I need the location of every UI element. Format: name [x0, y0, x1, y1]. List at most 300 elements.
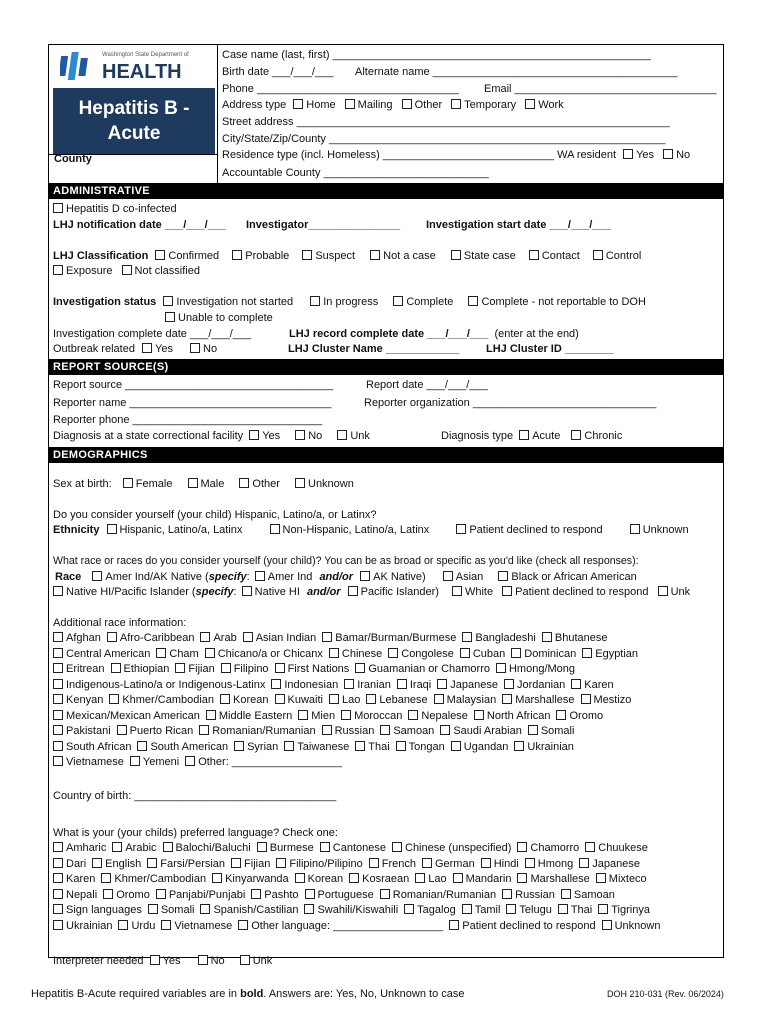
- checkbox[interactable]: [163, 296, 173, 306]
- phone-field[interactable]: Phone _________________________________: [222, 83, 459, 95]
- checkbox[interactable]: [519, 430, 529, 440]
- checkbox[interactable]: [107, 524, 117, 534]
- option-label: Karen: [66, 873, 96, 885]
- option-label: Dominican: [524, 647, 577, 660]
- checkbox[interactable]: [284, 741, 294, 751]
- header-divider: [217, 44, 218, 184]
- option-label: Investigation not started: [176, 296, 294, 308]
- checkbox[interactable]: [460, 648, 470, 658]
- checkbox[interactable]: [571, 430, 581, 440]
- checkbox[interactable]: [53, 889, 63, 899]
- option-label: Male: [200, 478, 225, 490]
- country-of-birth-field[interactable]: Country of birth: _________________________________: [53, 790, 337, 802]
- checkbox[interactable]: [111, 663, 121, 673]
- checkbox[interactable]: [117, 725, 127, 735]
- address-type-row: [222, 99, 564, 112]
- checkbox[interactable]: [53, 694, 63, 704]
- option-label: Unk: [670, 586, 691, 598]
- checkbox[interactable]: [53, 741, 63, 751]
- checkbox[interactable]: [271, 679, 281, 689]
- option-row: [53, 873, 647, 886]
- option-label: Unk: [252, 955, 273, 967]
- checkbox[interactable]: [238, 920, 248, 930]
- checkbox[interactable]: [355, 663, 365, 673]
- checkbox[interactable]: [156, 648, 166, 658]
- checkbox[interactable]: [257, 842, 267, 852]
- checkbox[interactable]: [53, 663, 63, 673]
- checkbox[interactable]: [185, 756, 195, 766]
- checkbox[interactable]: [451, 250, 461, 260]
- title-line-2: Acute: [107, 123, 161, 144]
- checkbox[interactable]: [53, 842, 63, 852]
- checkbox[interactable]: [415, 873, 425, 883]
- lhj-record-field[interactable]: LHJ record complete date ___/___/___: [289, 328, 489, 340]
- checkbox[interactable]: [276, 858, 286, 868]
- classification-label: LHJ Classification: [53, 250, 149, 262]
- option-label: Afro-Caribbean: [119, 632, 195, 644]
- checkbox[interactable]: [221, 663, 231, 673]
- option-label: Patient declined to respond: [462, 919, 596, 932]
- alternate-name-field[interactable]: Alternate name ________________________________________: [355, 66, 678, 78]
- option-label: Hmong/Mong: [508, 663, 576, 675]
- reporter-org-field[interactable]: Reporter organization ______________________________: [364, 397, 657, 409]
- checkbox[interactable]: [462, 632, 472, 642]
- checkbox[interactable]: [53, 756, 63, 766]
- investigation-complete-field[interactable]: Investigation complete date ___/___/___: [53, 328, 252, 340]
- checkbox[interactable]: [593, 250, 603, 260]
- option-label: AK Native): [373, 571, 426, 583]
- checkbox[interactable]: [348, 586, 358, 596]
- checkbox[interactable]: [329, 694, 339, 704]
- investigation-status-row: [53, 296, 646, 309]
- checkbox[interactable]: [53, 679, 63, 689]
- checkbox[interactable]: [255, 571, 265, 581]
- checkbox[interactable]: [585, 842, 595, 852]
- option-label: Khmer/Cambodian: [114, 873, 207, 885]
- checkbox[interactable]: [92, 858, 102, 868]
- footer-text-a: Hepatitis B-Acute required variables are in: [31, 988, 241, 1000]
- checkbox[interactable]: [243, 632, 253, 642]
- cluster-name-field[interactable]: LHJ Cluster Name ____________: [288, 343, 460, 355]
- option-row: [53, 920, 660, 933]
- checkbox[interactable]: [517, 873, 527, 883]
- option-label: No: [308, 430, 323, 442]
- checkbox[interactable]: [396, 741, 406, 751]
- checkbox[interactable]: [502, 889, 512, 899]
- option-label: Romanian/Rumanian: [212, 725, 316, 737]
- option-label: South American: [150, 740, 229, 753]
- option-label: Arabic: [125, 842, 157, 854]
- checkbox[interactable]: [118, 920, 128, 930]
- checkbox[interactable]: [320, 842, 330, 852]
- option-label: Bangladeshi: [475, 632, 536, 644]
- option-label: Marshallese: [530, 873, 590, 885]
- option-row: [53, 725, 574, 738]
- report-source-field[interactable]: Report source __________________________________: [53, 379, 334, 391]
- option-label: Pakistani: [66, 725, 111, 737]
- checkbox[interactable]: [198, 955, 208, 965]
- option-label: Nepalese: [421, 709, 468, 722]
- checkbox[interactable]: [53, 632, 63, 642]
- checkbox[interactable]: [251, 889, 261, 899]
- checkbox[interactable]: [310, 296, 320, 306]
- option-label: Urdu: [131, 919, 156, 932]
- city-field[interactable]: City/State/Zip/County _______________________________________________________: [222, 133, 666, 145]
- checkbox[interactable]: [53, 203, 63, 213]
- option-label: North African: [486, 709, 551, 722]
- option-label: Somali: [160, 904, 195, 916]
- option-label: Tagalog: [417, 904, 456, 916]
- checkbox[interactable]: [109, 694, 119, 704]
- checkbox[interactable]: [402, 99, 412, 109]
- section-report-source: REPORT SOURCE(S): [48, 359, 724, 375]
- option-label: Indonesian: [284, 678, 339, 691]
- option-label: Vietnamese: [174, 919, 233, 932]
- reporter-phone-field[interactable]: Reporter phone _______________________________: [53, 414, 323, 426]
- checkbox[interactable]: [658, 586, 668, 596]
- checkbox[interactable]: [542, 632, 552, 642]
- checkbox[interactable]: [451, 99, 461, 109]
- checkbox[interactable]: [305, 889, 315, 899]
- checkbox[interactable]: [360, 571, 370, 581]
- option-label: Guamanian or Chamorro: [368, 663, 490, 675]
- colon: :: [233, 586, 237, 598]
- option-row: [53, 842, 648, 855]
- option-label: No: [203, 343, 218, 355]
- option-label: Puerto Rican: [129, 725, 194, 737]
- checkbox[interactable]: [337, 430, 347, 440]
- checkbox[interactable]: [422, 858, 432, 868]
- option-label: Korean: [307, 873, 344, 885]
- option-label: Mixteco: [608, 873, 647, 885]
- option-label: Tigrinya: [611, 904, 650, 916]
- checkbox[interactable]: [112, 842, 122, 852]
- checkbox[interactable]: [571, 679, 581, 689]
- option-label: Cuban: [472, 647, 506, 660]
- checkbox[interactable]: [53, 725, 63, 735]
- option-label: Native HI/Pacific Islander (: [66, 586, 196, 598]
- correctional-label: Diagnosis at a state correctional facility: [53, 430, 244, 442]
- checkbox[interactable]: [242, 586, 252, 596]
- sex-row: [53, 478, 354, 491]
- hispanic-question: Do you consider yourself (your child) Hispanic, Latino/a, or Latinx?: [53, 509, 377, 521]
- checkbox[interactable]: [270, 524, 280, 534]
- checkbox[interactable]: [293, 99, 303, 109]
- checkbox[interactable]: [561, 889, 571, 899]
- checkbox[interactable]: [165, 312, 175, 322]
- checkbox[interactable]: [92, 571, 102, 581]
- option-label: Native HI: [254, 586, 300, 598]
- accountable-county-field[interactable]: Accountable County ___________________________: [222, 167, 489, 179]
- race-label: Race: [55, 571, 82, 583]
- checkbox[interactable]: [434, 694, 444, 704]
- option-label: No: [210, 955, 225, 967]
- checkbox[interactable]: [355, 741, 365, 751]
- checkbox[interactable]: [298, 710, 308, 720]
- checkbox[interactable]: [53, 873, 63, 883]
- option-label: Other language: __________________: [251, 919, 444, 932]
- option-label: Bamar/Burman/Burmese: [335, 632, 457, 644]
- option-label: Amer Ind/AK Native (: [105, 571, 209, 583]
- checkbox[interactable]: [502, 586, 512, 596]
- option-label: Romanian/Rumanian: [392, 888, 497, 901]
- checkbox[interactable]: [380, 725, 390, 735]
- option-label: In progress: [323, 296, 379, 308]
- checkbox[interactable]: [579, 858, 589, 868]
- checkbox[interactable]: [452, 586, 462, 596]
- option-label: Home: [306, 99, 336, 111]
- checkbox[interactable]: [53, 710, 63, 720]
- checkbox[interactable]: [295, 430, 305, 440]
- checkbox[interactable]: [596, 873, 606, 883]
- checkbox[interactable]: [329, 648, 339, 658]
- checkbox[interactable]: [462, 904, 472, 914]
- checkbox[interactable]: [366, 694, 376, 704]
- checkbox[interactable]: [147, 858, 157, 868]
- checkbox[interactable]: [663, 149, 673, 159]
- checkbox[interactable]: [161, 920, 171, 930]
- checkbox[interactable]: [206, 710, 216, 720]
- checkbox[interactable]: [240, 955, 250, 965]
- option-label: Yemeni: [142, 756, 180, 768]
- checkbox[interactable]: [150, 955, 160, 965]
- option-label: Other: [252, 478, 280, 490]
- checkbox[interactable]: [190, 343, 200, 353]
- option-label: Dari: [66, 857, 87, 870]
- checkbox[interactable]: [581, 694, 591, 704]
- checkbox[interactable]: [517, 842, 527, 852]
- checkbox[interactable]: [275, 694, 285, 704]
- checkbox[interactable]: [232, 250, 242, 260]
- checkbox[interactable]: [380, 889, 390, 899]
- option-label: Samoan: [573, 888, 615, 901]
- checkbox[interactable]: [53, 586, 63, 596]
- option-label: Somali: [540, 725, 575, 737]
- checkbox[interactable]: [440, 725, 450, 735]
- checkbox[interactable]: [502, 694, 512, 704]
- reporter-name-field[interactable]: Reporter name _________________________________: [53, 397, 332, 409]
- option-label: Yes: [162, 955, 181, 967]
- checkbox[interactable]: [304, 904, 314, 914]
- checkbox[interactable]: [302, 250, 312, 260]
- cluster-id-field[interactable]: LHJ Cluster ID ________: [486, 343, 614, 355]
- option-label: Syrian: [247, 740, 279, 753]
- and-or-label: and/or: [306, 586, 341, 598]
- checkbox[interactable]: [322, 725, 332, 735]
- checkbox[interactable]: [408, 710, 418, 720]
- checkbox[interactable]: [525, 99, 535, 109]
- checkbox[interactable]: [200, 632, 210, 642]
- option-label: Contact: [541, 250, 580, 262]
- option-label: Pacific Islander): [360, 586, 439, 598]
- option-label: Mien: [311, 709, 336, 722]
- checkbox[interactable]: [148, 904, 158, 914]
- option-label: Mandarin: [465, 873, 512, 885]
- report-date-field[interactable]: Report date ___/___/___: [366, 379, 488, 391]
- checkbox[interactable]: [344, 679, 354, 689]
- checkbox[interactable]: [630, 524, 640, 534]
- checkbox[interactable]: [582, 648, 592, 658]
- lhj-notification-field[interactable]: LHJ notification date ___/___/___: [53, 219, 227, 231]
- checkbox[interactable]: [397, 679, 407, 689]
- option-label: Samoan: [393, 725, 435, 737]
- option-label: Oromo: [569, 709, 604, 722]
- checkbox[interactable]: [496, 663, 506, 673]
- option-label: Farsi/Persian: [160, 857, 226, 870]
- enter-end-note: (enter at the end): [494, 328, 579, 340]
- checkbox[interactable]: [443, 571, 453, 581]
- checkbox[interactable]: [163, 842, 173, 852]
- checkbox[interactable]: [295, 478, 305, 488]
- checkbox[interactable]: [453, 873, 463, 883]
- option-label: Not a case: [383, 250, 436, 262]
- option-label: Vietnamese: [66, 756, 124, 768]
- checkbox[interactable]: [53, 904, 63, 914]
- option-label: Yes: [262, 430, 281, 442]
- checkbox[interactable]: [188, 478, 198, 488]
- hepd-label: Hepatitis D co-infected: [66, 203, 177, 215]
- checkbox[interactable]: [107, 632, 117, 642]
- checkbox[interactable]: [393, 296, 403, 306]
- hepd-row: [53, 203, 177, 216]
- checkbox[interactable]: [175, 663, 185, 673]
- checkbox[interactable]: [341, 710, 351, 720]
- option-label: Mexican/Mexican American: [66, 709, 200, 722]
- option-label: Korean: [233, 694, 269, 706]
- checkbox[interactable]: [370, 250, 380, 260]
- birth-date-field[interactable]: Birth date ___/___/___: [222, 66, 334, 78]
- checkbox[interactable]: [137, 741, 147, 751]
- checkbox[interactable]: [200, 904, 210, 914]
- option-label: Ugandan: [463, 740, 509, 753]
- residence-row: [222, 149, 690, 162]
- street-field[interactable]: Street address _____________________________________________________________: [222, 116, 670, 128]
- checkbox[interactable]: [220, 694, 230, 704]
- checkbox[interactable]: [558, 904, 568, 914]
- option-label: Taiwanese: [297, 740, 350, 753]
- address-type-label: Address type: [222, 99, 287, 111]
- ethnicity-label: Ethnicity: [53, 524, 100, 536]
- outbreak-row: [53, 343, 217, 356]
- checkbox[interactable]: [623, 149, 633, 159]
- checkbox[interactable]: [474, 710, 484, 720]
- checkbox[interactable]: [101, 873, 111, 883]
- checkbox[interactable]: [528, 725, 538, 735]
- checkbox[interactable]: [449, 920, 459, 930]
- checkbox[interactable]: [53, 858, 63, 868]
- option-label: Amharic: [66, 842, 107, 854]
- checkbox[interactable]: [156, 889, 166, 899]
- checkbox[interactable]: [231, 858, 241, 868]
- checkbox[interactable]: [556, 710, 566, 720]
- case-name-field[interactable]: Case name (last, first) ____________________________________________________: [222, 49, 651, 61]
- checkbox[interactable]: [345, 99, 355, 109]
- checkbox[interactable]: [602, 920, 612, 930]
- checkbox[interactable]: [249, 430, 259, 440]
- checkbox[interactable]: [122, 265, 132, 275]
- option-label: Mestizo: [593, 694, 632, 706]
- checkbox[interactable]: [295, 873, 305, 883]
- option-row: [53, 632, 607, 645]
- option-label: Panjabi/Punjabi: [168, 888, 246, 901]
- option-label: Non-Hispanic, Latino/a, Latinx: [282, 524, 430, 536]
- footer-bold: bold: [240, 988, 264, 1000]
- checkbox[interactable]: [456, 524, 466, 534]
- checkbox[interactable]: [504, 679, 514, 689]
- checkbox[interactable]: [234, 741, 244, 751]
- section-administrative: ADMINISTRATIVE: [48, 183, 724, 199]
- option-label: No: [676, 149, 691, 161]
- option-row: [53, 710, 603, 723]
- option-label: Yes: [636, 149, 655, 161]
- checkbox[interactable]: [392, 842, 402, 852]
- checkbox[interactable]: [53, 265, 63, 275]
- checkbox[interactable]: [53, 920, 63, 930]
- checkbox[interactable]: [468, 296, 478, 306]
- checkbox[interactable]: [506, 904, 516, 914]
- checkbox[interactable]: [514, 741, 524, 751]
- form-title: [53, 88, 215, 154]
- investigator-field[interactable]: Investigator_______________: [246, 219, 401, 231]
- checkbox[interactable]: [239, 478, 249, 488]
- additional-race-label: Additional race information:: [53, 617, 187, 629]
- option-label: Lebanese: [379, 694, 428, 706]
- checkbox[interactable]: [275, 663, 285, 673]
- checkbox[interactable]: [437, 679, 447, 689]
- checkbox[interactable]: [322, 632, 332, 642]
- option-label: English: [105, 857, 142, 870]
- investigation-start-field[interactable]: Investigation start date ___/___/___: [426, 219, 611, 231]
- email-field[interactable]: Email _________________________________: [484, 83, 717, 95]
- checkbox[interactable]: [142, 343, 152, 353]
- checkbox[interactable]: [525, 858, 535, 868]
- option-label: Fijian: [244, 857, 271, 870]
- checkbox[interactable]: [349, 873, 359, 883]
- checkbox[interactable]: [123, 478, 133, 488]
- ethnicity-row: [53, 524, 723, 537]
- checkbox[interactable]: [404, 904, 414, 914]
- checkbox[interactable]: [369, 858, 379, 868]
- checkbox[interactable]: [205, 648, 215, 658]
- option-label: Suspect: [315, 250, 356, 262]
- checkbox[interactable]: [481, 858, 491, 868]
- checkbox[interactable]: [598, 904, 608, 914]
- colon: :: [246, 571, 250, 583]
- option-label: Hispanic, Latino/a, Latinx: [119, 524, 243, 536]
- checkbox[interactable]: [212, 873, 222, 883]
- checkbox[interactable]: [199, 725, 209, 735]
- option-label: White: [464, 586, 494, 598]
- checkbox[interactable]: [155, 250, 165, 260]
- option-label: Lao: [341, 694, 361, 706]
- checkbox[interactable]: [451, 741, 461, 751]
- checkbox[interactable]: [511, 648, 521, 658]
- option-label: South African: [66, 740, 132, 753]
- option-label: Other: [414, 99, 443, 111]
- residence-label[interactable]: Residence type (incl. Homeless) ____________________________ WA resident: [222, 149, 617, 161]
- option-label: Unk: [350, 430, 370, 442]
- checkbox[interactable]: [388, 648, 398, 658]
- checkbox[interactable]: [498, 571, 508, 581]
- checkbox[interactable]: [103, 889, 113, 899]
- option-label: State case: [463, 250, 516, 262]
- checkbox[interactable]: [130, 756, 140, 766]
- checkbox[interactable]: [529, 250, 539, 260]
- option-label: Thai: [368, 740, 390, 753]
- option-label: Filipino: [233, 663, 269, 675]
- checkbox[interactable]: [53, 648, 63, 658]
- classification-row-2: [53, 265, 200, 278]
